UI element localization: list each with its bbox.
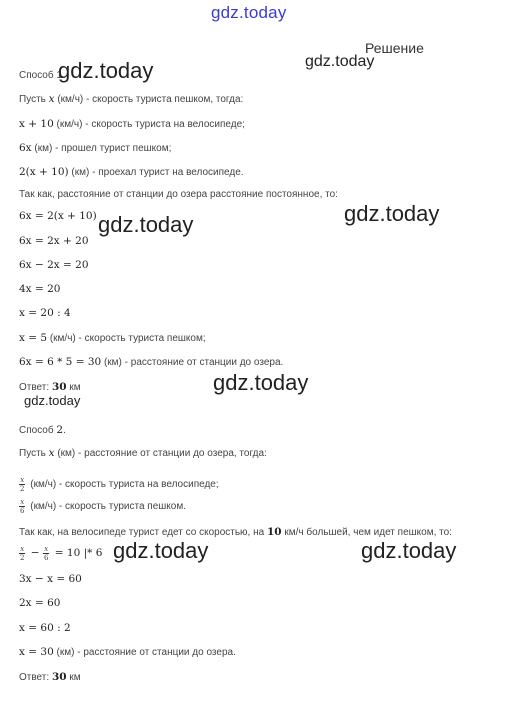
denominator: 6 (43, 554, 49, 562)
math: = 10 |* 6 (51, 547, 103, 560)
text: Пусть (19, 448, 49, 459)
solution-heading: Решение (365, 40, 424, 56)
method1-eq2: 6x = 2x + 20 (19, 235, 89, 247)
denominator: 2 (20, 485, 25, 493)
text: (км) - проехал турист на велосипеде. (68, 167, 244, 178)
method2-frac2-line (19, 498, 186, 515)
math: 2 (56, 424, 64, 436)
fraction (19, 476, 25, 493)
math: x + 10 (19, 118, 54, 130)
method1-eq5: x = 20 : 4 (19, 307, 71, 319)
watermark: gdz.today (361, 538, 457, 563)
text: км/ч большей, чем идет пешком, то: (281, 527, 452, 538)
text: (км/ч) - скорость туриста пешком. (27, 501, 187, 513)
method2-frac1-line (19, 476, 219, 493)
method1-line4 (19, 166, 244, 178)
method2-eq2: 3x − x = 60 (19, 573, 82, 585)
denominator: 2 (20, 554, 25, 562)
math: − (27, 547, 43, 560)
method2-label (19, 424, 66, 436)
method1-label: Способ 1. (19, 70, 65, 81)
text: . (63, 425, 66, 436)
text: км (66, 672, 81, 683)
watermark: gdz.today (24, 393, 81, 408)
method1-eq3: 6x − 2x = 20 (19, 259, 89, 271)
text: (км) - прошел турист пешком; (31, 143, 172, 154)
watermark: gdz.today (305, 53, 375, 70)
text: Так как, на велосипеде турист едет со скоростью, на (19, 527, 267, 538)
math: 30 (51, 671, 67, 683)
method1-eq4: 4x = 20 (19, 283, 61, 295)
method2-eq4: x = 60 : 2 (19, 622, 71, 634)
watermark: gdz.today (344, 201, 440, 226)
math-var: x (48, 93, 55, 105)
method2-eq1 (19, 545, 102, 562)
text: (км/ч) - скорость туриста на велосипеде; (53, 119, 245, 130)
math: 30 (51, 381, 67, 393)
watermark: gdz.today (113, 538, 209, 563)
text: Ответ: (19, 382, 52, 393)
method2-line4 (19, 526, 452, 538)
numerator: x (20, 545, 25, 553)
text: км (66, 382, 81, 393)
method1-eq7 (19, 356, 283, 368)
numerator: x (44, 545, 49, 553)
method2-eq5 (19, 646, 236, 658)
math: x = 30 (19, 646, 54, 658)
text: (км) - расстояние от станции до озера. (101, 357, 284, 368)
text: Способ (19, 425, 57, 436)
fraction (19, 498, 25, 515)
text: (км/ч) - скорость туриста пешком; (47, 333, 206, 344)
text: (км) - расстояние от станции до озера, тогда: (54, 448, 267, 459)
math: 10 (266, 526, 282, 538)
math: 6x = 6 * 5 = 30 (19, 356, 102, 368)
numerator: x (20, 498, 25, 506)
method2-answer (19, 671, 81, 683)
text: (км/ч) - скорость туриста на велосипеде; (27, 479, 219, 491)
math: x = 5 (19, 332, 48, 344)
watermark: gdz.today (98, 212, 194, 237)
watermark: gdz.today (58, 58, 154, 83)
method1-answer (19, 381, 81, 393)
method1-eq1: 6x = 2(x + 10) (19, 210, 97, 222)
math: 2(x + 10) (19, 166, 69, 178)
math-var: x (48, 447, 55, 459)
fraction (19, 545, 25, 562)
fraction (43, 545, 49, 562)
watermark: gdz.today (213, 370, 309, 395)
method1-line3 (19, 142, 171, 154)
text: Ответ: (19, 672, 52, 683)
text: Пусть (19, 94, 49, 105)
method1-eq6 (19, 332, 206, 344)
watermark-top: gdz.today (211, 3, 287, 22)
math: 6x (19, 142, 32, 154)
text: (км) - расстояние от станции до озера. (53, 647, 236, 658)
method2-eq3: 2x = 60 (19, 597, 61, 609)
denominator: 6 (20, 507, 25, 515)
method1-line1 (19, 93, 243, 105)
numerator: x (20, 476, 25, 484)
method1-line2 (19, 118, 245, 130)
method1-line5: Так как, расстояние от станции до озера расстояние постоянное, то: (19, 189, 338, 200)
method2-line1 (19, 447, 267, 459)
text: (км/ч) - скорость туриста пешком, тогда: (54, 94, 244, 105)
